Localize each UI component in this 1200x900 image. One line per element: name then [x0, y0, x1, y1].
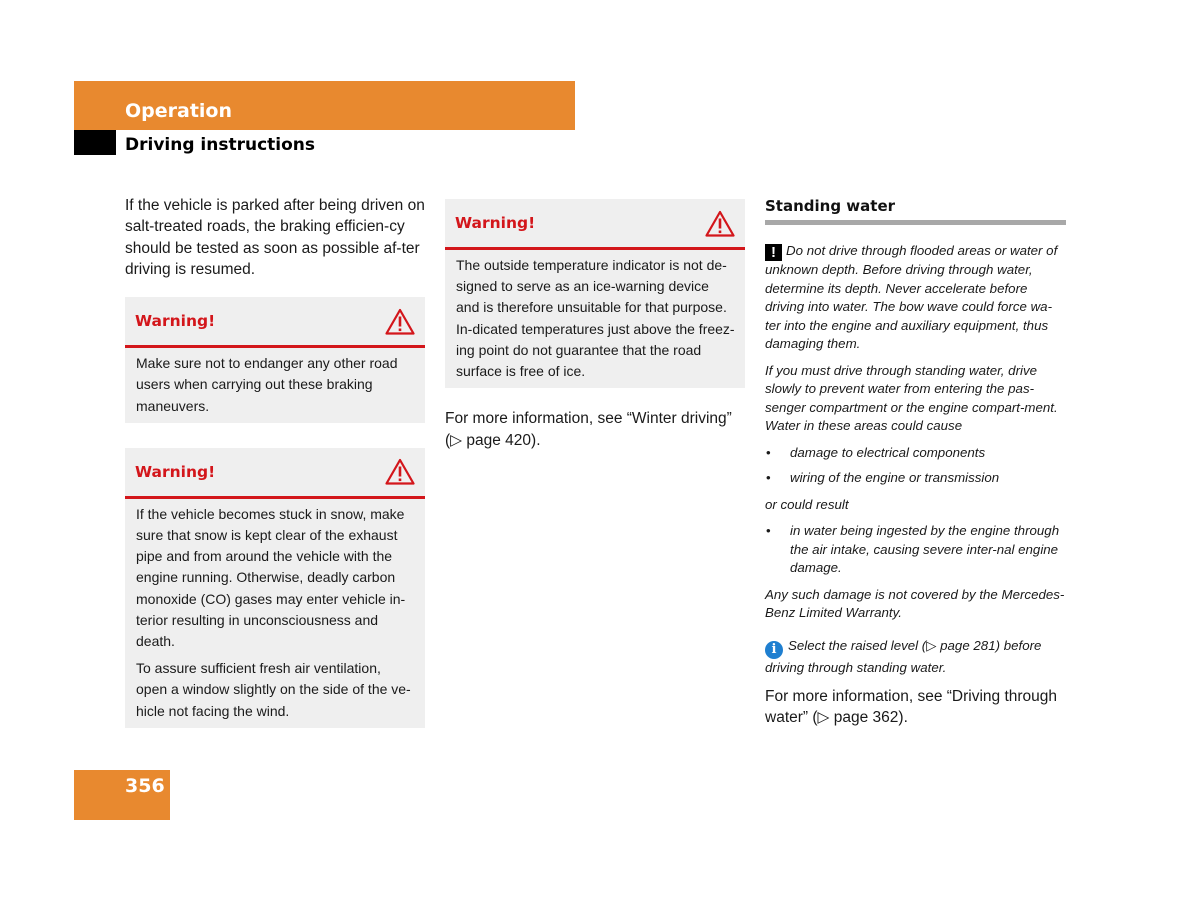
warning-triangle-icon — [385, 308, 415, 335]
info-note — [765, 637, 1066, 678]
warning-title: Warning! — [455, 214, 536, 232]
warning-triangle-icon — [705, 210, 735, 237]
caution-paragraph — [765, 242, 1066, 354]
standing-water-heading: Standing water — [765, 197, 1066, 225]
warning-triangle-icon — [385, 458, 415, 485]
header-tab-marker — [74, 130, 116, 155]
warning-header — [125, 297, 425, 348]
warning-box-temperature — [445, 199, 745, 388]
list-item: • damage to electrical components — [765, 444, 1066, 463]
section-title: Operation — [125, 100, 233, 122]
caution-exclamation-icon: ! — [765, 244, 782, 261]
damage-list-2 — [765, 522, 1066, 578]
warning-text: To assure sufficient fresh air ventilation, open a window slightly on the side of the ve-hicle not facing the wind. — [136, 660, 411, 719]
info-icon: i — [765, 641, 783, 659]
warning-text: Make sure not to endanger any other road users when carrying out these braking maneuvers. — [136, 355, 398, 414]
column-3 — [765, 197, 1066, 729]
column-2 — [445, 199, 745, 451]
intro-paragraph: If the vehicle is parked after being driven on salt-treated roads, the braking efficien-cy should be tested as soon as possible af-ter driving is resumed. — [125, 197, 425, 278]
caution-text: Do not drive through flooded areas or water of unknown depth. Before driving through water, determine its depth. Never accelerate before driving into water. The bow wave could force wa-ter into the engine and auxiliary equipment, thus damaging them. — [765, 243, 1058, 351]
column-1 — [125, 195, 425, 728]
warning-body — [445, 250, 745, 388]
warning-header — [445, 199, 745, 250]
or-result-text: or could result — [765, 496, 849, 512]
more-info-winter-driving: For more information, see “Winter driving” (▷ page 420). — [445, 410, 732, 449]
warning-text: If the vehicle becomes stuck in snow, make sure that snow is kept clear of the exhaust pipe and from around the vehicle with the engine running. Otherwise, deadly carbon monoxide (CO) gases may enter vehicle in-terior resulting in unconsciousness and death. — [136, 505, 406, 650]
warning-title: Warning! — [135, 312, 216, 331]
water-damage-intro: Water in these areas could cause — [765, 418, 963, 433]
warning-body — [125, 348, 425, 423]
warning-header — [125, 448, 425, 499]
warning-box-snow — [125, 448, 425, 728]
subsection-title: Driving instructions — [125, 135, 316, 155]
list-item: • wiring of the engine or transmission — [765, 469, 1066, 488]
warning-box-braking — [125, 297, 425, 423]
warning-text: The outside temperature indicator is not de-signed to serve as an ice-warning device and is therefore unsuitable for that purpose. In-dicated temperatures just above the freez-ing point do not guarantee that the road surface is free of ice. — [456, 257, 735, 380]
warning-body — [125, 499, 425, 728]
more-info-driving-through-water: For more information, see “Driving through water” (▷ page 362). — [765, 688, 1058, 727]
warranty-note: Any such damage is not covered by the Mercedes-Benz Limited Warranty. — [765, 586, 1065, 620]
list-item: • in water being ingested by the engine through the air intake, causing severe inter-nal engine damage. — [765, 522, 1066, 578]
page-number: 356 — [125, 775, 165, 797]
warning-title: Warning! — [135, 462, 216, 481]
damage-list — [765, 444, 1066, 488]
info-text: Select the raised level (▷ page 281) before driving through standing water. — [765, 637, 1042, 675]
standing-water-paragraph: If you must drive through standing water, drive slowly to prevent water from entering the pas-senger compartment or the engine compart-ment. — [765, 362, 1058, 415]
